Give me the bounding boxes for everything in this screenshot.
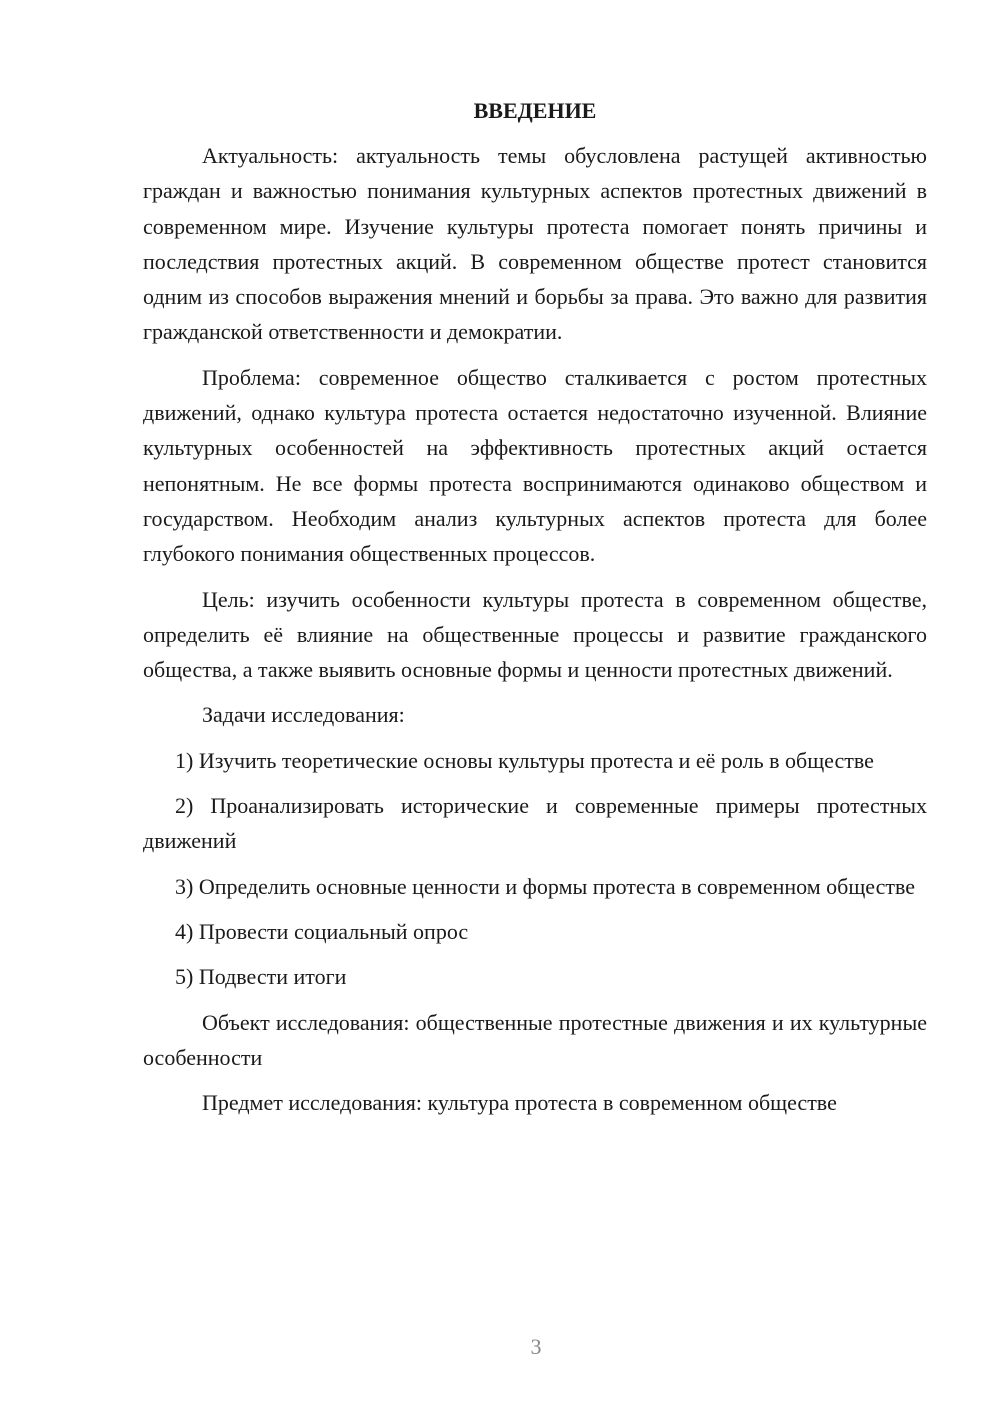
page-number: 3 bbox=[530, 1334, 542, 1359]
problem-paragraph: Проблема: современное общество сталкивается с ростом протестных движений, однако культура протеста остается недостаточно изученной. Влияние культурных особенностей на эффективность протестных акций остается непонятным. Не все формы протеста воспринимаются одинаково обществом и государством. Необходим анализ культурных аспектов протеста для более глубокого понимания общественных процессов. bbox=[143, 364, 927, 567]
tasks-title: Задачи исследования: bbox=[202, 702, 405, 728]
research-subject-paragraph: Предмет исследования: культура протеста в современном обществе bbox=[202, 1090, 837, 1116]
task-item-3: 3) Определить основные ценности и формы протеста в современном обществе bbox=[175, 873, 916, 899]
document-page bbox=[143, 96, 927, 1120]
task-item-2: 2) Проанализировать исторические и современные примеры протестных движений bbox=[143, 793, 927, 854]
relevance-paragraph: Актуальность: актуальность темы обусловлена растущей активностью граждан и важностью понимания культурных аспектов протестных движений в современном мире. Изучение культуры протеста помогает понять причины и последствия протестных акций. В современном обществе протест становится одним из способов выражения мнений и борьбы за права. Это важно для развития гражданской ответственности и демократии. bbox=[143, 143, 927, 345]
task-item-4: 4) Провести социальный опрос bbox=[175, 918, 469, 944]
goal-paragraph: Цель: изучить особенности культуры протеста в современном обществе, определить её влияние на общественные процессы и развитие гражданского общества, а также выявить основные формы и ценности протестных движений. bbox=[143, 586, 927, 683]
research-object-paragraph: Объект исследования: общественные протестные движения и их культурные особенности bbox=[143, 1009, 927, 1070]
section-heading: ВВЕДЕНИЕ bbox=[473, 98, 597, 123]
task-item-5: 5) Подвести итоги bbox=[175, 964, 347, 990]
task-item-1: 1) Изучить теоретические основы культуры протеста и её роль в обществе bbox=[175, 747, 874, 773]
